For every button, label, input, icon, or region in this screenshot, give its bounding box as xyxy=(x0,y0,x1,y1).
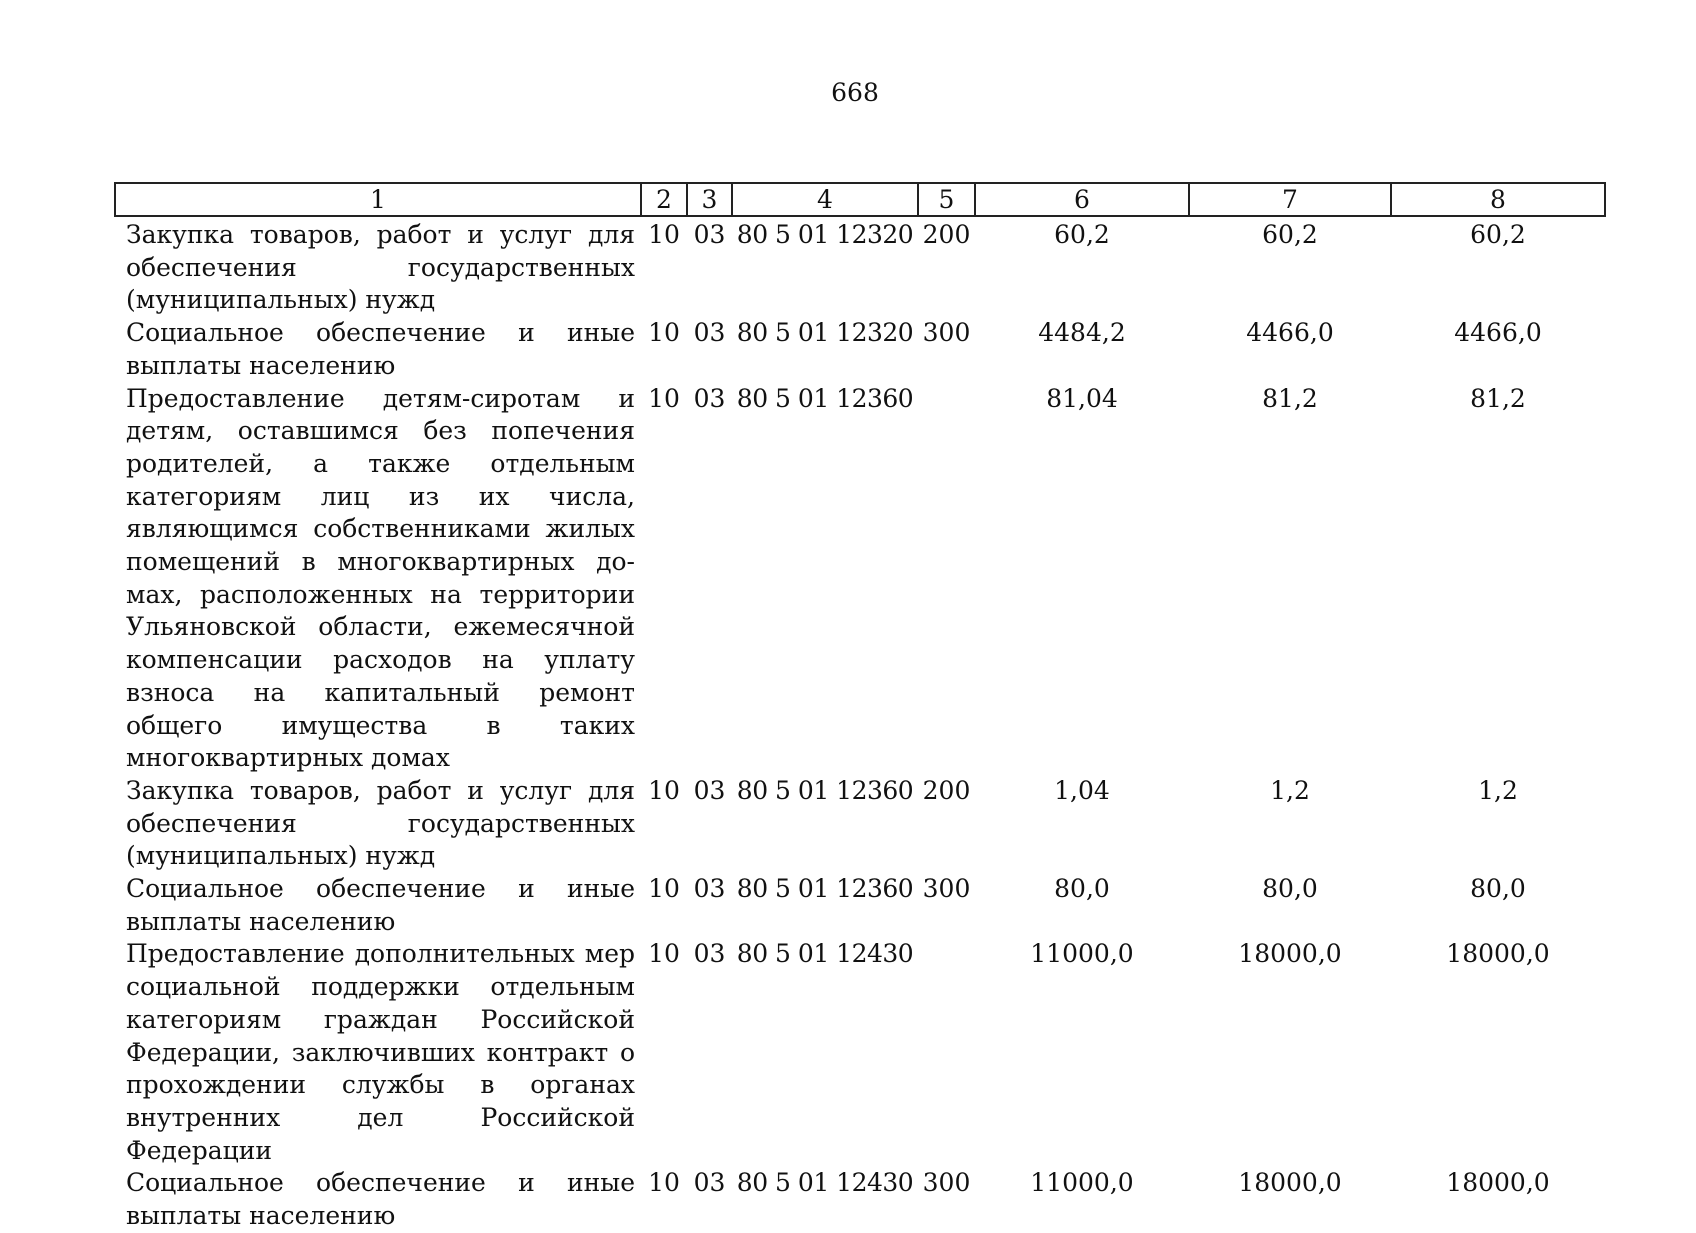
row-amount-7: 18000,0 xyxy=(1238,1168,1342,1198)
row-target-article: 80 5 01 12360 xyxy=(736,383,914,413)
header-cell-3: 3 xyxy=(687,183,732,216)
row-section: 10 xyxy=(648,775,680,805)
table-row xyxy=(115,383,1605,775)
row-amount-7: 4466,0 xyxy=(1246,318,1334,348)
row-target-article: 80 5 01 12430 xyxy=(736,1168,914,1198)
row-expense-type: 300 xyxy=(922,318,971,348)
row-target-article: 80 5 01 12360 xyxy=(736,775,914,805)
table-row xyxy=(115,317,1605,382)
row-amount-8: 1,2 xyxy=(1478,775,1518,805)
row-section: 10 xyxy=(648,318,680,348)
row-amount-6: 1,04 xyxy=(1054,775,1110,805)
row-subsection: 03 xyxy=(693,383,726,413)
row-amount-8: 80,0 xyxy=(1470,874,1526,904)
row-subsection: 03 xyxy=(693,775,726,805)
row-amount-6: 4484,2 xyxy=(1038,318,1126,348)
row-expense-type xyxy=(918,938,975,1167)
row-amount-8: 81,2 xyxy=(1470,383,1526,413)
row-amount-6: 11000,0 xyxy=(1030,939,1134,969)
row-amount-8: 60,2 xyxy=(1470,220,1526,249)
row-target-article: 80 5 01 12320 xyxy=(736,220,914,249)
header-cell-4: 4 xyxy=(732,183,918,216)
row-amount-7: 1,2 xyxy=(1270,775,1310,805)
table-header xyxy=(115,183,1605,216)
row-name: Социальное обеспечение и иные выплаты населению xyxy=(126,874,635,936)
header-cell-2: 2 xyxy=(641,183,687,216)
header-cell-6: 6 xyxy=(975,183,1189,216)
row-amount-6: 80,0 xyxy=(1054,874,1110,904)
row-subsection: 03 xyxy=(693,874,726,904)
row-name: Закупка товаров, работ и услуг для обеспечения государственных (муниципальных) нужд xyxy=(126,220,635,315)
header-cell-8: 8 xyxy=(1391,183,1605,216)
row-amount-6: 60,2 xyxy=(1054,220,1110,249)
row-amount-7: 18000,0 xyxy=(1238,939,1342,969)
row-section: 10 xyxy=(648,939,680,969)
row-subsection: 03 xyxy=(693,1168,726,1198)
table-row xyxy=(115,1167,1605,1232)
row-amount-6: 11000,0 xyxy=(1030,1168,1134,1198)
row-target-article: 80 5 01 12320 xyxy=(736,318,914,348)
row-expense-type: 300 xyxy=(922,874,971,904)
row-amount-6: 81,04 xyxy=(1046,383,1118,413)
row-amount-7: 81,2 xyxy=(1262,383,1318,413)
table-row xyxy=(115,775,1605,873)
row-section: 10 xyxy=(648,1168,680,1198)
row-name: Предоставление детям-сиротам и детям, оставшимся без попечения родителей, а также отдельным категориям лиц из их числа, являющимся собственниками жилых помещений в многоквартирных домах, расположенных на территории Ульяновской области, ежемесячной компенсации расходов на уплату взноса на капитальный ремонт общего имущества в таких многоквартирных домах xyxy=(126,383,635,773)
row-target-article: 80 5 01 12430 xyxy=(736,939,914,969)
row-expense-type: 200 xyxy=(922,220,971,249)
header-cell-1: 1 xyxy=(115,183,641,216)
row-amount-8: 18000,0 xyxy=(1446,1168,1550,1198)
row-subsection: 03 xyxy=(693,939,726,969)
row-amount-8: 18000,0 xyxy=(1446,939,1550,969)
row-name: Предоставление дополнительных мер социальной поддержки отдельным категориям граждан Российской Федерации, заключивших контракт о прохождении службы в органах внутренних дел Российской Федерации xyxy=(126,939,635,1165)
row-name: Социальное обеспечение и иные выплаты населению xyxy=(126,1168,635,1231)
header-row xyxy=(115,183,1605,216)
row-expense-type: 300 xyxy=(922,1168,971,1198)
row-target-article: 80 5 01 12360 xyxy=(736,874,914,904)
row-section: 10 xyxy=(648,383,680,413)
header-cell-5: 5 xyxy=(918,183,975,216)
row-name: Закупка товаров, работ и услуг для обеспечения государственных (муниципальных) нужд xyxy=(126,775,635,871)
row-name: Социальное обеспечение и иные выплаты населению xyxy=(126,318,635,380)
row-amount-8: 4466,0 xyxy=(1454,318,1542,348)
row-subsection: 03 xyxy=(693,220,726,249)
row-amount-7: 80,0 xyxy=(1262,874,1318,904)
table-row xyxy=(115,873,1605,938)
row-section: 10 xyxy=(648,874,680,904)
page-number: 668 xyxy=(831,78,879,107)
table-row xyxy=(115,938,1605,1167)
row-amount-7: 60,2 xyxy=(1262,220,1318,249)
row-expense-type: 200 xyxy=(922,775,971,805)
row-section: 10 xyxy=(648,220,680,249)
table-row xyxy=(115,216,1605,317)
table-body xyxy=(115,216,1605,1233)
budget-table xyxy=(114,182,1606,1233)
header-cell-7: 7 xyxy=(1189,183,1391,216)
row-expense-type xyxy=(918,383,975,775)
row-subsection: 03 xyxy=(693,318,726,348)
